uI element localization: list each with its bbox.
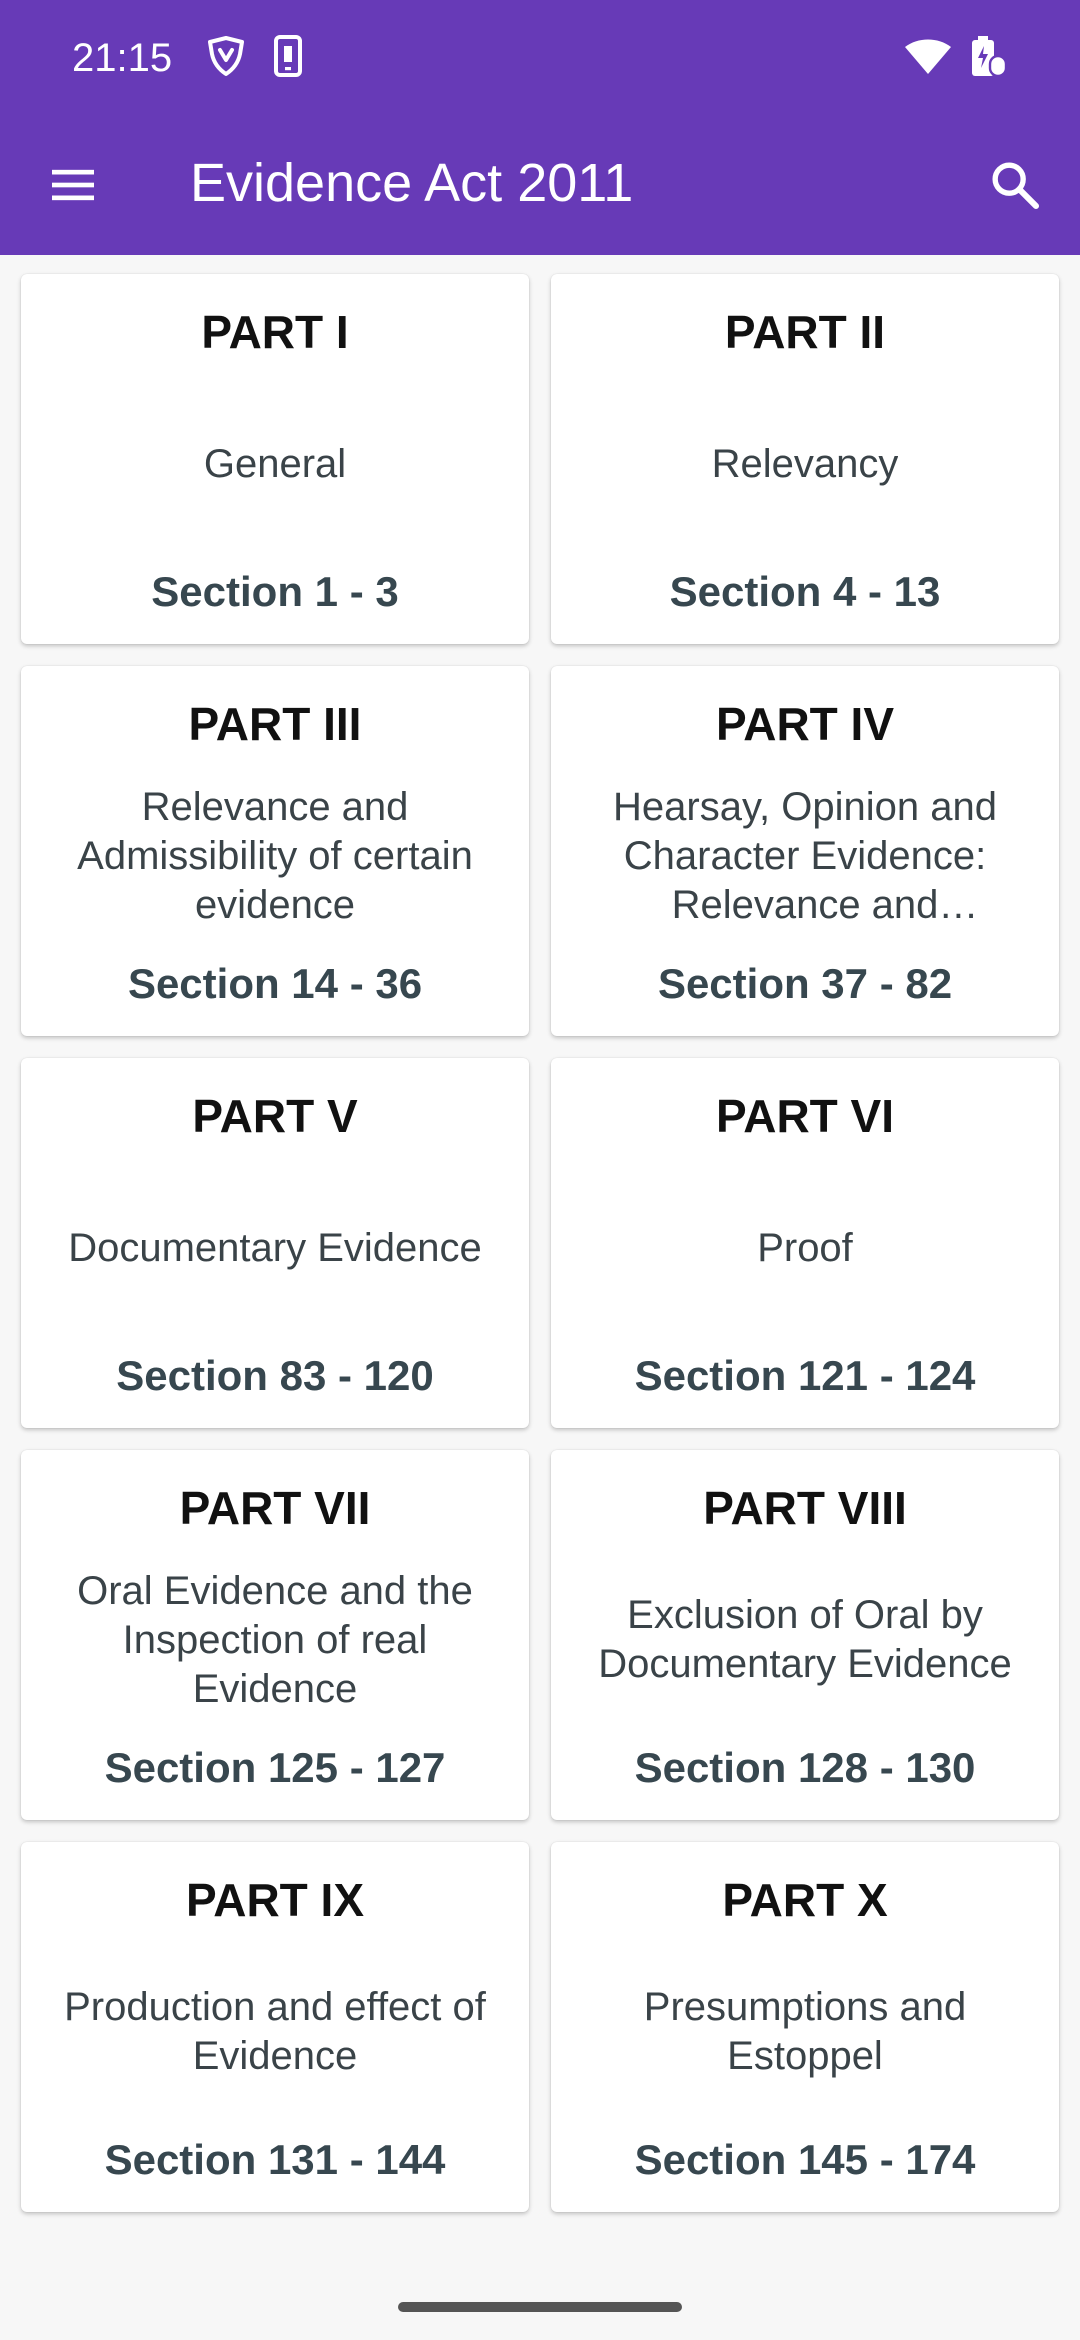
part-card-10[interactable] bbox=[551, 1842, 1059, 2212]
part-title: PART VII bbox=[179, 1482, 371, 1534]
part-card-3[interactable] bbox=[21, 666, 529, 1036]
part-section-range: Section 14 - 36 bbox=[127, 960, 423, 1007]
phone-icon bbox=[264, 32, 312, 80]
part-card-5[interactable] bbox=[21, 1058, 529, 1428]
part-card-6[interactable] bbox=[551, 1058, 1059, 1428]
part-section-range: Section 125 - 127 bbox=[104, 1744, 446, 1791]
vpn-shield-icon bbox=[202, 32, 250, 80]
part-card-7[interactable] bbox=[21, 1450, 529, 1820]
part-description: Oral Evidence and the Inspection of real Evidence bbox=[77, 1568, 473, 1711]
part-card-4[interactable] bbox=[551, 666, 1059, 1036]
part-description: Relevancy bbox=[711, 441, 899, 486]
part-description: Presumptions and Estoppel bbox=[643, 1985, 967, 2078]
wifi-icon bbox=[904, 32, 952, 80]
part-title: PART V bbox=[192, 1090, 358, 1142]
page-title: Evidence Act 2011 bbox=[190, 153, 634, 213]
part-title: PART IX bbox=[185, 1874, 365, 1926]
part-description: Hearsay, Opinion and Character Evidence: Relevance and bbox=[613, 784, 997, 927]
home-indicator[interactable] bbox=[398, 2302, 682, 2312]
part-card-9[interactable] bbox=[21, 1842, 529, 2212]
part-card-2[interactable] bbox=[551, 274, 1059, 644]
part-description: General bbox=[203, 441, 347, 486]
part-card-1[interactable] bbox=[21, 274, 529, 644]
part-description: Production and effect of Evidence bbox=[64, 1985, 486, 2078]
part-title: PART III bbox=[188, 698, 362, 750]
part-section-range: Section 131 - 144 bbox=[104, 2136, 446, 2183]
part-description: Exclusion of Oral by Documentary Evidence bbox=[598, 1593, 1012, 1686]
part-section-range: Section 37 - 82 bbox=[657, 960, 953, 1007]
menu-button[interactable] bbox=[28, 140, 118, 230]
part-description: Documentary Evidence bbox=[68, 1225, 482, 1270]
status-time: 21:15 bbox=[72, 36, 173, 80]
search-icon bbox=[987, 157, 1043, 213]
parts-grid bbox=[21, 274, 1061, 2212]
part-title: PART IV bbox=[715, 698, 895, 750]
part-title: PART VIII bbox=[703, 1482, 907, 1534]
search-button[interactable] bbox=[970, 140, 1060, 230]
part-card-8[interactable] bbox=[551, 1450, 1059, 1820]
part-section-range: Section 1 - 3 bbox=[151, 568, 399, 615]
part-title: PART VI bbox=[715, 1090, 895, 1142]
menu-icon bbox=[45, 157, 101, 213]
part-section-range: Section 4 - 13 bbox=[669, 568, 941, 615]
part-description: Relevance and Admissibility of certain evidence bbox=[77, 784, 473, 927]
app-bar bbox=[0, 0, 1080, 255]
part-title: PART X bbox=[722, 1874, 888, 1926]
battery-charging-icon bbox=[962, 32, 1010, 80]
part-title: PART II bbox=[724, 306, 886, 358]
part-section-range: Section 121 - 124 bbox=[634, 1352, 976, 1399]
part-section-range: Section 83 - 120 bbox=[116, 1352, 434, 1399]
part-title: PART I bbox=[201, 306, 349, 358]
part-section-range: Section 145 - 174 bbox=[634, 2136, 976, 2183]
part-description: Proof bbox=[757, 1225, 853, 1270]
part-section-range: Section 128 - 130 bbox=[634, 1744, 976, 1791]
